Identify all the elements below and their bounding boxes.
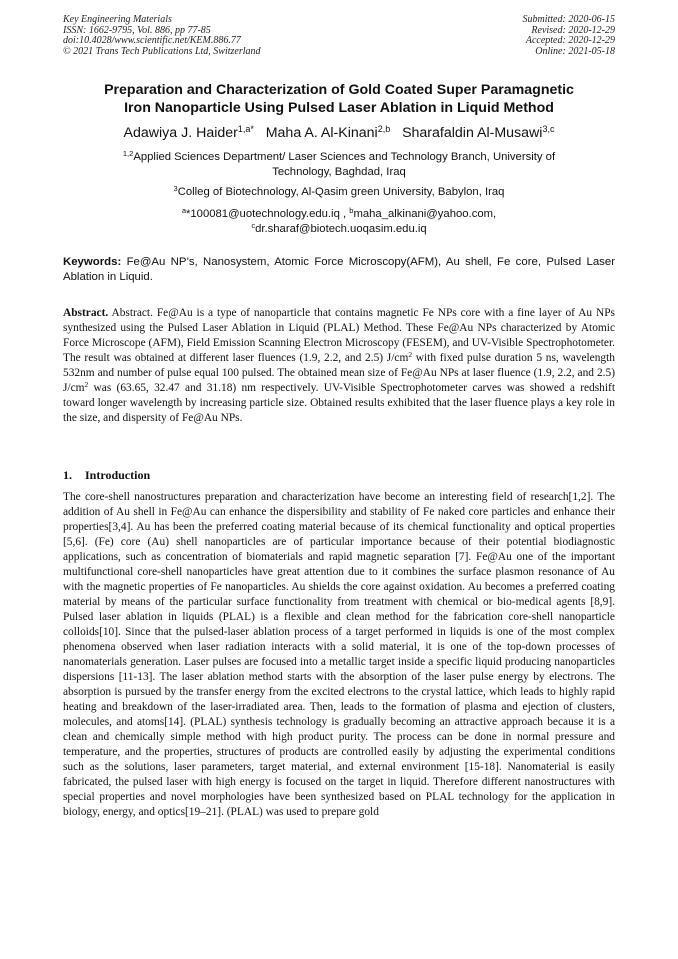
affiliation-mark: 3 (173, 184, 178, 193)
keywords-label: Keywords: (63, 256, 122, 268)
author-list (40, 124, 638, 142)
author-affiliation-mark: 1,a* (237, 124, 254, 134)
abstract-text: with fixed pulse duration 5 ns, wavelength 532nm and number of pulse equal 100 pulsed. The obtained mean size of Fe@Au NPs at laser fluence (1.9, 2.2, and 2.5) J/cm (63, 352, 615, 394)
author-name: Adawiya J. Haider (123, 125, 238, 141)
title-line-1: Preparation and Characterization of Gold Coated Super Paramagnetic (104, 82, 574, 98)
keywords (63, 255, 615, 285)
issn-line: ISSN: 1662-9795, Vol. 886, pp 77-85 (63, 24, 211, 36)
copyright-line: © 2021 Trans Tech Publications Ltd, Switzerland (63, 45, 261, 57)
email-c[interactable]: dr.sharaf@biotech.uoqasim.edu.iq (255, 222, 427, 235)
section-heading (63, 468, 150, 483)
superscript: 2 (84, 380, 89, 389)
section-title: Introduction (85, 468, 151, 482)
section-number: 1. (63, 468, 72, 482)
submitted-date: Submitted: 2020-06-15 (522, 14, 615, 25)
author-name: Maha A. Al-Kinani (265, 125, 378, 141)
author-emails (40, 207, 638, 236)
affiliation-mark: 1,2 (122, 149, 134, 158)
author-affiliation-mark: 3,c (542, 124, 555, 134)
abstract (63, 306, 615, 426)
email-a[interactable]: *100081@uotechnology.edu.iq , (186, 208, 347, 220)
accepted-date: Accepted: 2020-12-29 (525, 35, 615, 47)
email-mark: b (349, 206, 354, 215)
affiliation-text: Technology, Baghdad, Iraq (272, 165, 406, 178)
title-line-2: Iron Nanoparticle Using Pulsed Laser Ablation in Liquid Method (124, 100, 554, 116)
author-affiliation-mark: 2,b (377, 124, 391, 134)
email-mark: c (251, 220, 256, 230)
abstract-text: was (63.65, 32.47 and 31.18) nm respectively. UV-Visible Spectrophotometer carves was showed a redshift toward longer wavelength by increasing particle size. Obtained results exhibited that the laser fluence plays a key role in the size, and dispersity of Fe@Au NPs. (63, 382, 615, 424)
affiliation-1 (40, 150, 638, 179)
email-b[interactable]: maha_alkinani@yahoo.com, (353, 208, 497, 220)
journal-header (63, 15, 261, 57)
revised-date: Revised: 2020-12-29 (531, 24, 615, 36)
abstract-label: Abstract. (63, 307, 109, 319)
doi-line: doi:10.4028/www.scientific.net/KEM.886.77 (63, 35, 241, 47)
keywords-text: Fe@Au NP’s, Nanosystem, Atomic Force Microscopy(AFM), Au shell, Fe core, Pulsed Laser Ablation in Liquid. (63, 256, 615, 283)
dates-header (523, 15, 616, 57)
superscript: 2 (408, 350, 413, 359)
online-date: Online: 2021-05-18 (535, 45, 615, 57)
affiliation-2 (40, 185, 638, 200)
affiliation-text: Applied Sciences Department/ Laser Sciences and Technology Branch, University of (133, 151, 556, 163)
introduction-paragraph: The core-shell nanostructures preparation and characterization have become an interesting field of research[1,2]. The addition of Au shell in Fe@Au can enhance the dispersibility and stability of Fe naked core particles and enhance their properties[3,4]. Au has been the preferred coating material because of its chemical functionality and optical properties [5,6]. (Fe) core (Au) shell nanoparticles are of particular importance because of their potential biodiagnostic applications, such as concentration of biomaterials and rapid magnetic separation [7]. Fe@Au one of the important multifunctional core-shell nanoparticles have great attention due to it combines the surface plasmon resonance of Au with the magnetic properties of Fe nanoparticles. Au shields the core against oxidation. Au becomes a preferred coating material by means of the particular surface functionality from treatment with chemical or bio-medical agents [8,9]. Pulsed laser ablation in liquids (PLAL) is a flexible and clean method for the fabrication core-shell nanoparticle colloids[10]. Since that the pulsed-laser ablation process of a target performed in liquids is one of the most complex phenomena observed when laser radiation interacts with a solid material, it is one of the top-down processes of nanomaterials generation. Laser pulses are focused into a metallic target inside a specific liquid producing nanoparticles dispersions [11-13]. The laser ablation method starts with the absorption of the laser pulse energy by electrons. The absorption is pursued by the transfer energy from the excited electrons to the crystal lattice, which leads to highly rapid heating and breakdown of the laser-irradiated area. Then, leads to the formation of plasma and ejection of clusters, molecules, and atoms[14]. (PLAL) synthesis technology is gradually becoming an attractive approach because it is a clean and chemically simple method with high product purity. The process can be done in normal pressure and temperature, and the properties, structures of products are controlled easily by adjusting the experimental conditions such as the solutions, laser parameters, target material, and external environment [15-18]. Nanomaterial is easily fabricated, the pulsed laser with high energy is focused on the target in liquid. Therefore different nanostructures with special properties and novel morphologies have been synthesized based on PLAL technology for the application in biology, energy, and optics[19–21]. (PLAL) was used to prepare gold (63, 491, 615, 818)
paper-title (40, 81, 638, 117)
affiliation-text: Colleg of Biotechnology, Al-Qasim green University, Babylon, Iraq (177, 186, 505, 198)
author-name: Sharafaldin Al-Musawi (402, 125, 543, 141)
email-mark: a (181, 206, 186, 215)
journal-name: Key Engineering Materials (63, 14, 172, 25)
abstract-text: Abstract. Fe@Au is a type of nanoparticle that contains magnetic Fe NPs core with a fine layer of Au NPs synthesized using the Pulsed Laser Ablation in Liquid (PLAL) Method. These Fe@Au NPs characterized by Atomic Force Microscope (AFM), Field Emission Scanning Electron Microscopy (FESEM), and UV-Visible Spectrophotometer. The result was obtained at different laser fluences (1.9, 2.2, and 2.5) J/cm (63, 307, 615, 364)
